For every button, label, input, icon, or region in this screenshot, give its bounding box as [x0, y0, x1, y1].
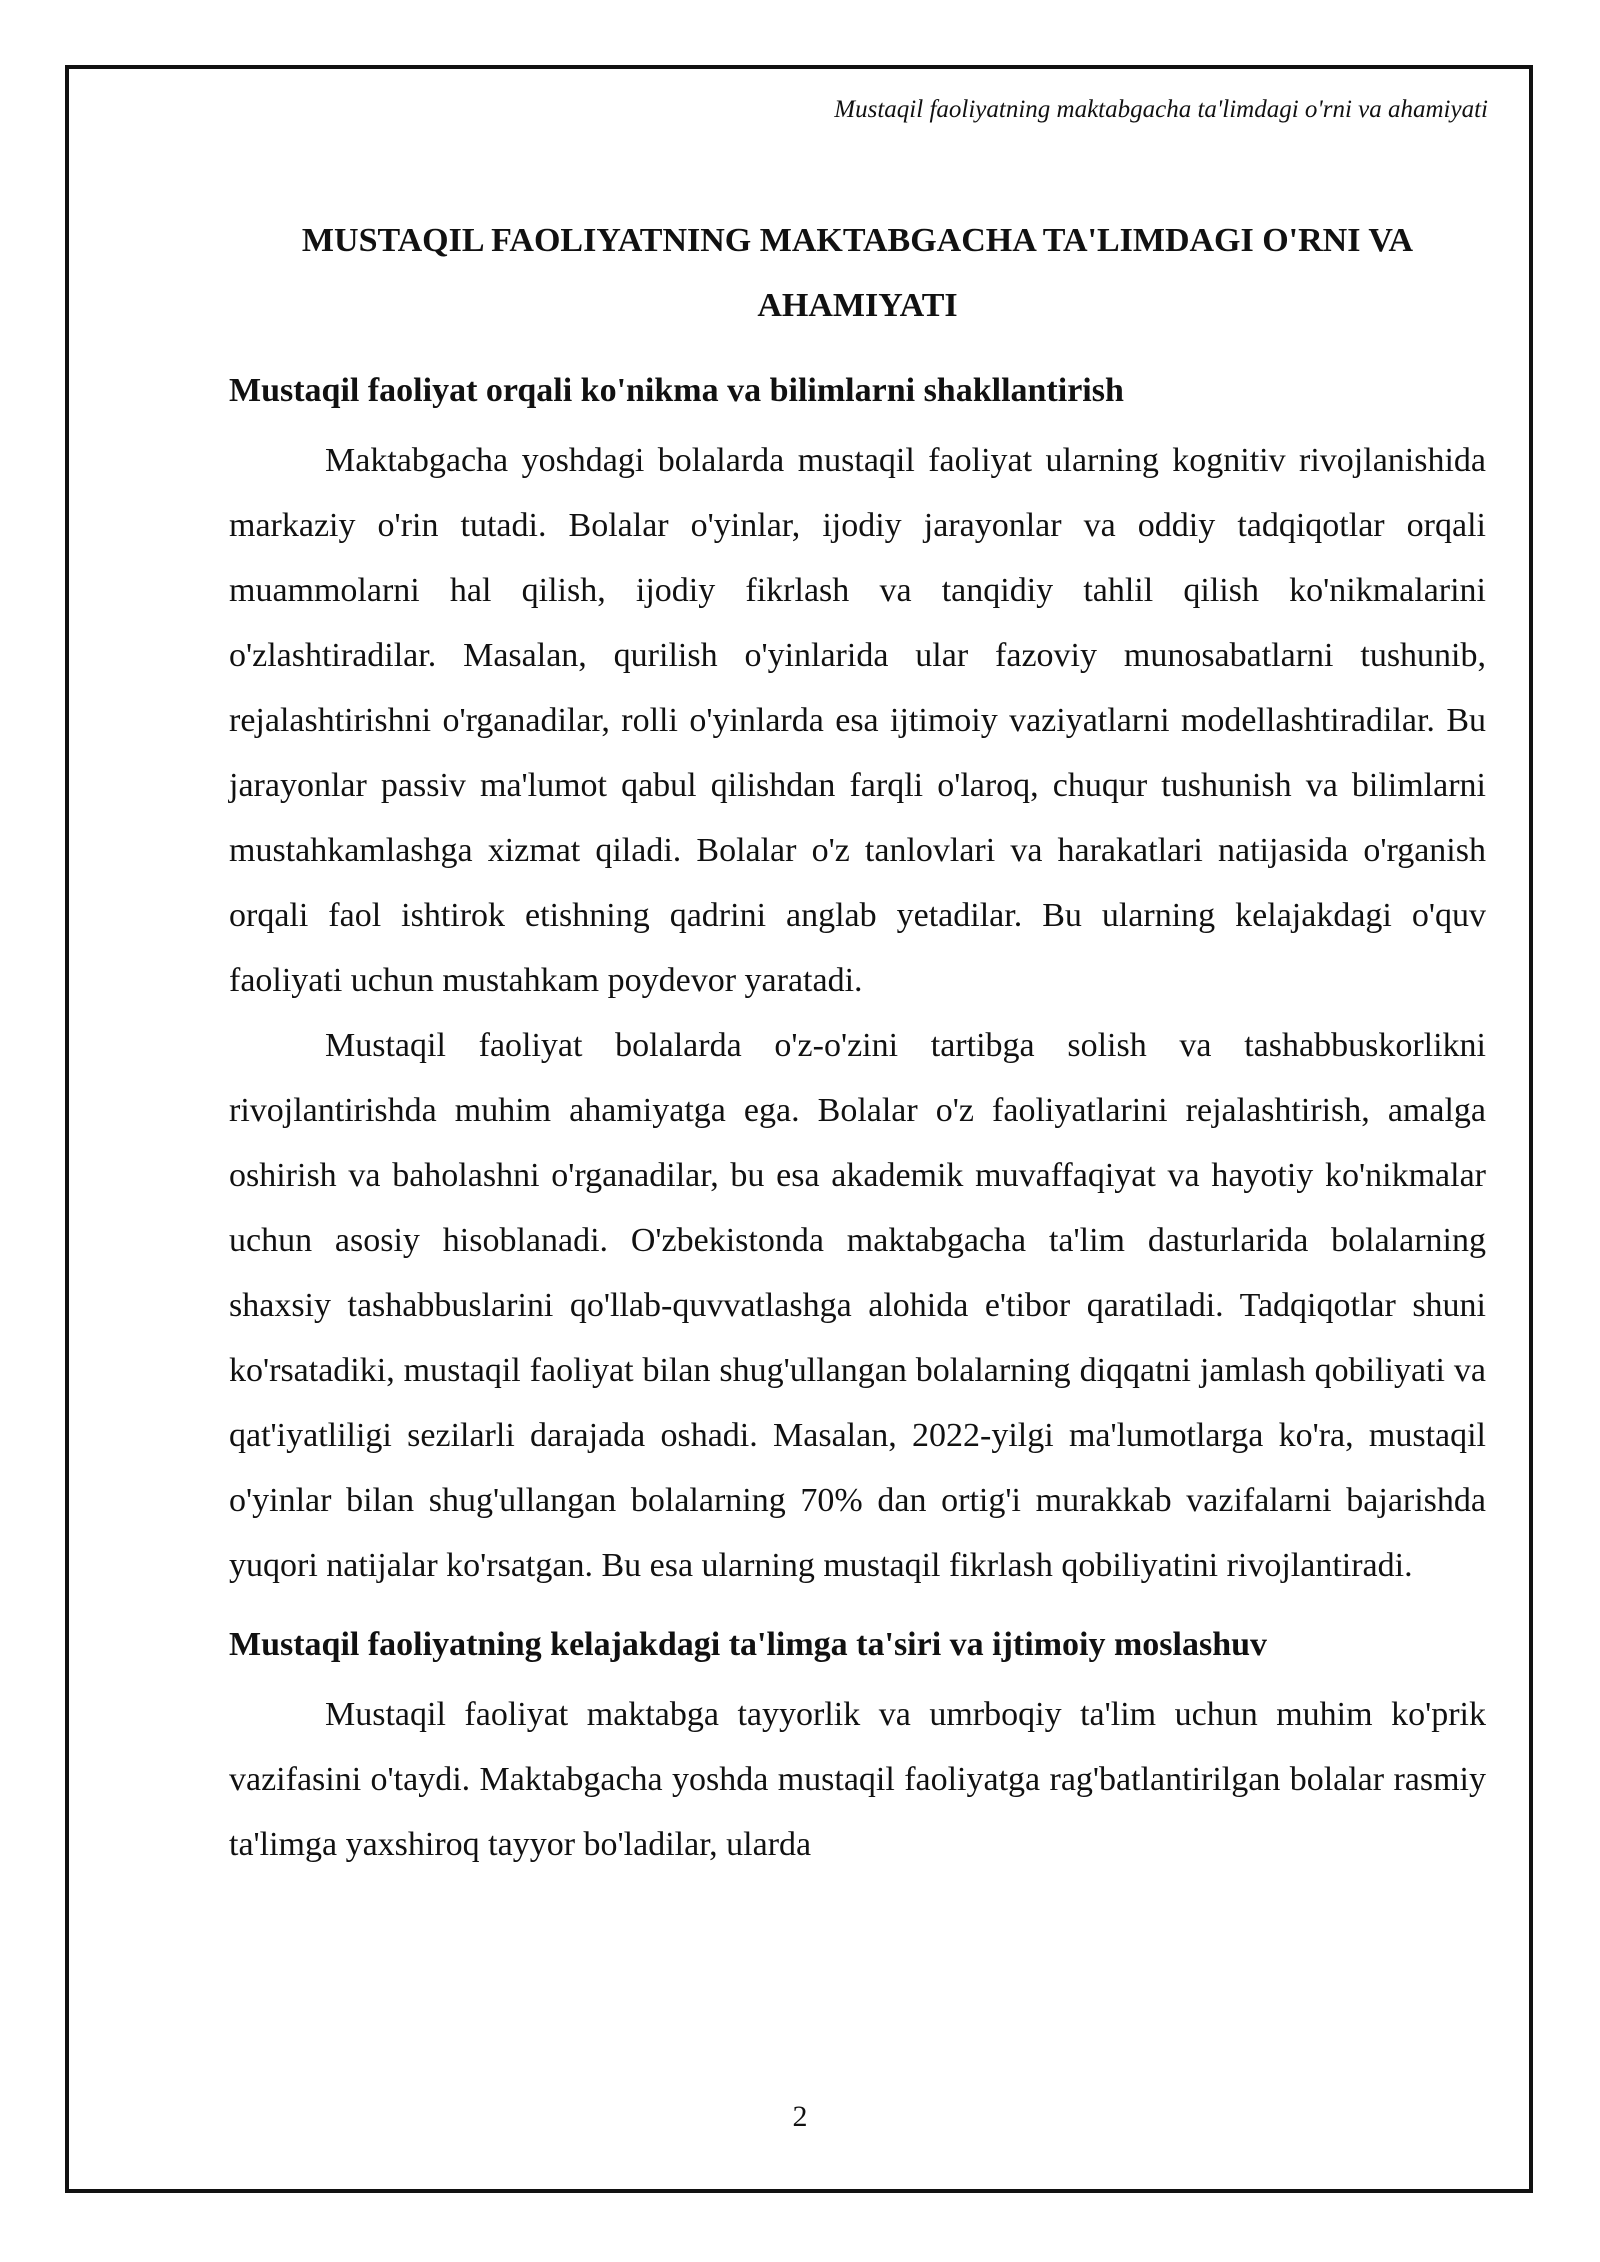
section-heading: Mustaqil faoliyatning kelajakdagi ta'limga ta'siri va ijtimoiy moslashuv [229, 1626, 1268, 1663]
paragraph: Maktabgacha yoshdagi bolalarda mustaqil faoliyat ularning kognitiv rivojlanishida markaziy o'rin tutadi. Bolalar o'yinlar, ijodiy jarayonlar va oddiy tadqiqotlar orqali muammolarni hal qilish, ijodiy fikrlash va tanqidiy tahlil qilish ko'nikmalarini o'zlashtiradilar. Masalan, qurilish o'yinlarida ular fazoviy munosabatlarni tushunib, rejalashtirishni o'rganadilar, rolli o'yinlarda esa ijtimoiy vaziyatlarni modellashtiradilar. Bu jarayonlar passiv ma'lumot qabul qilishdan farqli o'laroq, chuqur tushunish va bilimlarni mustahkamlashga xizmat qiladi. Bolalar o'z tanlovlari va harakatlari natijasida o'rganish orqali faol ishtirok etishning qadrini anglab yetadilar. Bu ularning kelajakdagi o'quv faoliyati uchun mustahkam poydevor yaratadi. [229, 442, 1486, 999]
section-heading: Mustaqil faoliyat orqali ko'nikma va bilimlarni shakllantirish [229, 372, 1124, 409]
document-title: MUSTAQIL FAOLIYATNING MAKTABGACHA TA'LIMDAGI O'RNI VA AHAMIYATI [301, 222, 1414, 324]
running-header: Mustaqil faoliyatning maktabgacha ta'limdagi o'rni va ahamiyati [834, 96, 1488, 123]
document-body [229, 208, 1486, 1877]
paragraph: Mustaqil faoliyat maktabga tayyorlik va umrboqiy ta'lim uchun muhim ko'prik vazifasini o'taydi. Maktabgacha yoshda mustaqil faoliyatga rag'batlantirilgan bolalar rasmiy ta'limga yaxshiroq tayyor bo'ladilar, ularda [229, 1696, 1486, 1863]
page-number: 2 [792, 2100, 808, 2133]
paragraph: Mustaqil faoliyat bolalarda o'z-o'zini tartibga solish va tashabbuskorlikni rivojlantirishda muhim ahamiyatga ega. Bolalar o'z faoliyatlarini rejalashtirish, amalga oshirish va baholashni o'rganadilar, bu esa akademik muvaffaqiyat va hayotiy ko'nikmalar uchun asosiy hisoblanadi. O'zbekistonda maktabgacha ta'lim dasturlarida bolalarning shaxsiy tashabbuslarini qo'llab-quvvatlashga alohida e'tibor qaratiladi. Tadqiqotlar shuni ko'rsatadiki, mustaqil faoliyat bilan shug'ullangan bolalarning diqqatni jamlash qobiliyati va qat'iyatliligi sezilarli darajada oshadi. Masalan, 2022-yilgi ma'lumotlarga ko'ra, mustaqil o'yinlar bilan shug'ullangan bolalarning 70% dan ortig'i murakkab vazifalarni bajarishda yuqori natijalar ko'rsatgan. Bu esa ularning mustaqil fikrlash qobiliyatini rivojlantiradi. [229, 1027, 1486, 1584]
